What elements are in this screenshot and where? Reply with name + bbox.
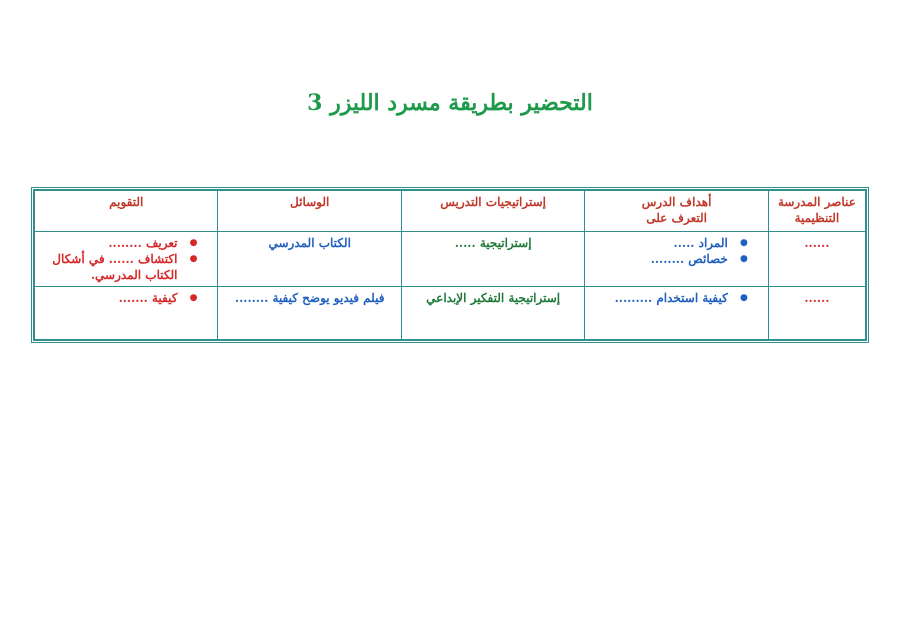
row2-goals xyxy=(585,287,768,340)
row1-goals xyxy=(585,232,768,287)
row2-evaluation-list xyxy=(41,290,211,306)
row1-element: ...... xyxy=(768,232,865,287)
header-strategies: إستراتيجيات التدريس xyxy=(401,191,584,232)
row1-tools: الكتاب المدرسي xyxy=(218,232,401,287)
list-item: ● المراد ..... xyxy=(591,235,761,251)
row2-strategy: إستراتيجية التفكير الإبداعي xyxy=(401,287,584,340)
header-evaluation: التقويم xyxy=(35,191,218,232)
header-row xyxy=(35,191,866,232)
row2-goals-list xyxy=(591,290,761,306)
list-item: ● كيفية ....... xyxy=(41,290,211,306)
row1-goals-list xyxy=(591,235,761,267)
header-tools: الوسائل xyxy=(218,191,401,232)
list-item: ● كيفية استخدام ......... xyxy=(591,290,761,306)
lesson-plan-table xyxy=(34,190,866,340)
row1-evaluation xyxy=(35,232,218,287)
header-goals xyxy=(585,191,768,232)
list-item: ● تعريف ........ xyxy=(41,235,211,251)
row2-tools: فيلم فيديو يوضح كيفية ........ xyxy=(218,287,401,340)
page-title: التحضير بطريقة مسرد الليزر 3 xyxy=(307,90,593,116)
row2-element: ...... xyxy=(768,287,865,340)
row1-strategy: إستراتيجية ..... xyxy=(401,232,584,287)
header-goals-line1: أهداف الدرس xyxy=(641,195,712,209)
header-goals-line2: التعرف على xyxy=(646,211,707,225)
list-item: ● اكتشاف ...... في أشكال الكتاب المدرسي. xyxy=(41,251,211,283)
row1-evaluation-list xyxy=(41,235,211,283)
table-row xyxy=(35,287,866,340)
header-elements: عناصر المدرسة التنظيمية xyxy=(768,191,865,232)
list-item: ● خصائص ........ xyxy=(591,251,761,267)
lesson-plan-table-frame xyxy=(31,187,869,343)
table-row xyxy=(35,232,866,287)
row2-evaluation xyxy=(35,287,218,340)
